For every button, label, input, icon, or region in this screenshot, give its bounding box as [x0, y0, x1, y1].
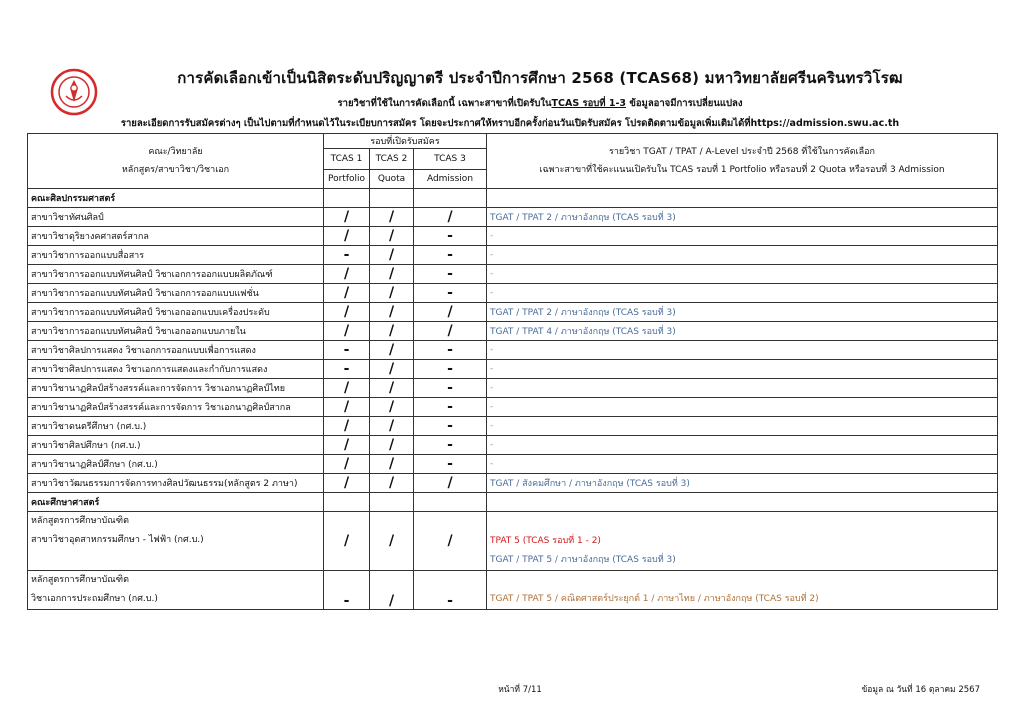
table-row: [28, 246, 998, 265]
row-name: สาขาวิชาการออกแบบทัศนศิลป์ วิชาเอกการออกแบบแฟชั่น: [28, 284, 324, 303]
header-subjects-line1: รายวิชา TGAT / TPAT / A-Level ประจำปี 2568 ที่ใช้ในการคัดเลือก: [609, 147, 875, 157]
empty-cell: [370, 493, 414, 512]
tcas2-mark: /: [370, 227, 414, 246]
tcas2-mark: /: [370, 455, 414, 474]
tcas2-mark: /: [370, 284, 414, 303]
header-faculty-line1: คณะ/วิทยาลัย: [148, 147, 203, 157]
table-row: [28, 227, 998, 246]
header-rounds: รอบที่เปิดรับสมัคร: [324, 134, 487, 149]
header-faculty-line2: หลักสูตร/สาขาวิชา/วิชาเอก: [121, 165, 230, 175]
subtitle-post: ข้อมูลอาจมีการเปลี่ยนแปลง: [626, 98, 743, 109]
tcas1-mark: /: [324, 436, 370, 455]
tcas3-mark: -: [414, 246, 487, 265]
tcas3-mark: /: [414, 322, 487, 341]
table-row: [28, 284, 998, 303]
tcas3-mark: /: [414, 474, 487, 493]
subjects-cell: -: [487, 379, 998, 398]
tcas2-mark: /: [370, 360, 414, 379]
empty-cell: [414, 493, 487, 512]
header-tcas2: TCAS 2: [370, 149, 414, 170]
page-title: การคัดเลือกเข้าเป็นนิสิตระดับปริญญาตรี ประจำปีการศึกษา 2568 (TCAS68) มหาวิทยาลัยศรีนครินทรวิโรฒ: [177, 69, 903, 87]
section-fine-arts: คณะศิลปกรรมศาสตร์: [28, 189, 324, 208]
row-name: สาขาวิชาการออกแบบทัศนศิลป์ วิชาเอกการออกแบบผลิตภัณฑ์: [28, 265, 324, 284]
tcas3-mark: -: [414, 265, 487, 284]
header-subjects: [487, 134, 998, 189]
tcas3-mark: -: [414, 398, 487, 417]
tcas3-mark: -: [414, 341, 487, 360]
subjects-cell: -: [487, 246, 998, 265]
tcas1-mark: /: [324, 379, 370, 398]
table-row: [28, 322, 998, 341]
tcas3-mark: /: [414, 208, 487, 227]
header-quota: Quota: [370, 170, 414, 189]
empty-cell: [370, 189, 414, 208]
header-tcas1: TCAS 1: [324, 149, 370, 170]
table-row: [28, 265, 998, 284]
table-row-elementary-education: [28, 571, 998, 610]
tcas2-mark: /: [370, 436, 414, 455]
tcas1-mark: -: [324, 246, 370, 265]
subjects-cell: -: [487, 341, 998, 360]
tcas1-mark: /: [324, 512, 370, 571]
tcas1-mark: /: [324, 455, 370, 474]
subtitle-underlined: TCAS รอบที่ 1-3: [551, 98, 627, 109]
table-row: [28, 417, 998, 436]
tcas3-mark: -: [414, 379, 487, 398]
tcas2-mark: /: [370, 398, 414, 417]
tcas2-mark: /: [370, 246, 414, 265]
tcas2-mark: /: [370, 322, 414, 341]
tcas1-mark: /: [324, 227, 370, 246]
tcas3-mark: -: [414, 360, 487, 379]
subjects-cell: -: [487, 227, 998, 246]
row-name: สาขาวิชานาฏศิลป์สร้างสรรค์และการจัดการ วิชาเอกนาฏศิลป์สากล: [28, 398, 324, 417]
row-name-cell: [28, 571, 324, 610]
data-date: ข้อมูล ณ วันที่ 16 ตุลาคม 2567: [861, 685, 980, 695]
subjects-cell: -: [487, 284, 998, 303]
page-subtitle: [120, 96, 960, 111]
major-name: สาขาวิชาอุตสาหกรรมศึกษา - ไฟฟ้า (กศ.บ.): [31, 535, 204, 545]
tcas1-mark: -: [324, 571, 370, 610]
tcas2-mark: /: [370, 208, 414, 227]
row-name: สาขาวิชาศิลปการแสดง วิชาเอกการแสดงและกำกับการแสดง: [28, 360, 324, 379]
tcas1-mark: /: [324, 398, 370, 417]
row-name: สาขาวิชาการออกแบบสื่อสาร: [28, 246, 324, 265]
row-name: สาขาวิชาดุริยางคศาสตร์สากล: [28, 227, 324, 246]
subjects-cell: TGAT / TPAT 2 / ภาษาอังกฤษ (TCAS รอบที่ 3): [487, 303, 998, 322]
tcas2-mark: /: [370, 512, 414, 571]
tcas1-mark: /: [324, 265, 370, 284]
program-name: หลักสูตรการศึกษาบัณฑิต: [31, 575, 129, 585]
row-name-cell: [28, 512, 324, 571]
tcas2-mark: /: [370, 571, 414, 610]
empty-cell: [487, 189, 998, 208]
tcas1-mark: -: [324, 341, 370, 360]
subtitle-pre: รายวิชาที่ใช้ในการคัดเลือกนี้ เฉพาะสาขาที่เปิดรับใน: [337, 98, 552, 109]
subject-line-round-3: TGAT / TPAT 5 / ภาษาอังกฤษ (TCAS รอบที่ 3): [490, 555, 676, 565]
tcas1-mark: /: [324, 322, 370, 341]
table-row: [28, 398, 998, 417]
row-name: สาขาวิชาดนตรีศึกษา (กศ.บ.): [28, 417, 324, 436]
table-row: [28, 436, 998, 455]
tcas2-mark: /: [370, 379, 414, 398]
empty-cell: [324, 189, 370, 208]
tcas3-mark: -: [414, 436, 487, 455]
section-education: คณะศึกษาศาสตร์: [28, 493, 324, 512]
row-name: สาขาวิชาศิลปศึกษา (กศ.บ.): [28, 436, 324, 455]
table-row: [28, 455, 998, 474]
header-portfolio: Portfolio: [324, 170, 370, 189]
fine-arts-rows: [28, 208, 998, 493]
tcas2-mark: /: [370, 303, 414, 322]
table-row: [28, 360, 998, 379]
table-row: [28, 474, 998, 493]
table-row: [28, 341, 998, 360]
table-row: [28, 303, 998, 322]
university-seal-icon: [50, 68, 98, 116]
subjects-cell: -: [487, 265, 998, 284]
row-name: สาขาวิชานาฏศิลป์ศึกษา (กศ.บ.): [28, 455, 324, 474]
tcas2-mark: /: [370, 417, 414, 436]
tcas1-mark: -: [324, 360, 370, 379]
tcas1-mark: /: [324, 417, 370, 436]
tcas3-mark: -: [414, 417, 487, 436]
tcas1-mark: /: [324, 284, 370, 303]
tcas3-mark: -: [414, 571, 487, 610]
tcas2-mark: /: [370, 341, 414, 360]
subjects-cell: -: [487, 455, 998, 474]
subjects-cell: -: [487, 417, 998, 436]
tcas3-mark: /: [414, 303, 487, 322]
row-name: สาขาวิชาศิลปการแสดง วิชาเอกการออกแบบเพื่อการแสดง: [28, 341, 324, 360]
table-row: [28, 208, 998, 227]
tcas3-mark: -: [414, 455, 487, 474]
tcas2-mark: /: [370, 265, 414, 284]
subjects-cell: -: [487, 436, 998, 455]
tcas1-mark: /: [324, 208, 370, 227]
page-number: หน้าที่ 7/11: [498, 685, 542, 695]
table-row-industrial-education: [28, 512, 998, 571]
row-name: สาขาวิชาทัศนศิลป์: [28, 208, 324, 227]
subjects-cell: -: [487, 360, 998, 379]
major-name: วิชาเอกการประถมศึกษา (กศ.บ.): [31, 594, 158, 604]
header-admission: Admission: [414, 170, 487, 189]
subject-line-rounds-1-2: TPAT 5 (TCAS รอบที่ 1 - 2): [490, 536, 601, 546]
row-name: สาขาวิชาการออกแบบทัศนศิลป์ วิชาเอกออกแบบเครื่องประดับ: [28, 303, 324, 322]
row-name: สาขาวิชาวัฒนธรรมการจัดการทางศิลปวัฒนธรรม(หลักสูตร 2 ภาษา): [28, 474, 324, 493]
header-tcas3: TCAS 3: [414, 149, 487, 170]
subjects-cell: TGAT / TPAT 4 / ภาษาอังกฤษ (TCAS รอบที่ 3): [487, 322, 998, 341]
empty-cell: [324, 493, 370, 512]
row-name: สาขาวิชานาฏศิลป์สร้างสรรค์และการจัดการ วิชาเอกนาฏศิลป์ไทย: [28, 379, 324, 398]
subjects-cell: TGAT / สังคมศึกษา / ภาษาอังกฤษ (TCAS รอบที่ 3): [487, 474, 998, 493]
tcas1-mark: /: [324, 303, 370, 322]
tcas3-mark: /: [414, 512, 487, 571]
header-faculty: [28, 134, 324, 189]
empty-cell: [414, 189, 487, 208]
empty-cell: [487, 493, 998, 512]
table-row: [28, 379, 998, 398]
subjects-cell: TGAT / TPAT 2 / ภาษาอังกฤษ (TCAS รอบที่ 3): [487, 208, 998, 227]
tcas2-mark: /: [370, 474, 414, 493]
admission-details-note: รายละเอียดการรับสมัครต่างๆ เป็นไปตามที่กำหนดไว้ในระเบียบการสมัคร โดยจะประกาศให้ทราบอีกครั้งก่อนวันเปิดรับสมัคร โปรดติดตามข้อมูลเพิ่มเติมได้ที่https://admission.swu.ac.th: [120, 118, 900, 129]
subjects-cell: -: [487, 398, 998, 417]
tcas3-mark: -: [414, 284, 487, 303]
subjects-cell: [487, 512, 998, 571]
program-name: หลักสูตรการศึกษาบัณฑิต: [31, 516, 129, 526]
admission-table: [27, 133, 998, 610]
row-name: สาขาวิชาการออกแบบทัศนศิลป์ วิชาเอกออกแบบภายใน: [28, 322, 324, 341]
header-subjects-line2: เฉพาะสาขาที่ใช้คะแนนเปิดรับใน TCAS รอบที่ 1 Portfolio หรือรอบที่ 2 Quota หรือรอบที่ 3 Admission: [539, 165, 945, 175]
subjects-cell: TGAT / TPAT 5 / คณิตศาสตร์ประยุกต์ 1 / ภาษาไทย / ภาษาอังกฤษ (TCAS รอบที่ 2): [487, 571, 998, 610]
tcas1-mark: /: [324, 474, 370, 493]
tcas3-mark: -: [414, 227, 487, 246]
